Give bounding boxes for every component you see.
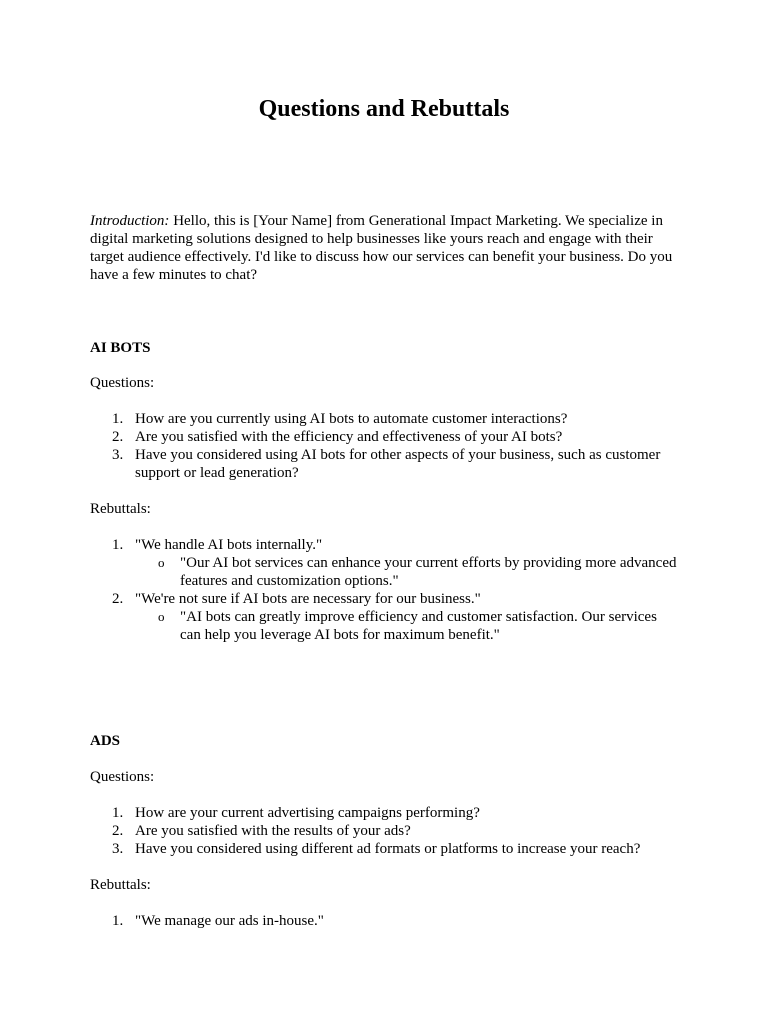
- question-text: How are you currently using AI bots to automate customer interactions?: [135, 411, 568, 427]
- section-heading: AI BOTS: [90, 340, 151, 356]
- rebuttals-label: Rebuttals:: [90, 501, 151, 517]
- list-item: [90, 804, 680, 822]
- rebuttals-list: [90, 912, 680, 930]
- introduction-paragraph: [90, 212, 680, 284]
- response-text: "Our AI bot services can enhance your current efforts by providing more advanced features and customization options.": [180, 555, 677, 589]
- section-heading: ADS: [90, 733, 121, 749]
- rebuttals-label: Rebuttals:: [90, 877, 151, 893]
- list-item: [90, 410, 680, 428]
- questions-list-block: [90, 804, 680, 858]
- objection-text: "We manage our ads in-house.": [135, 913, 324, 929]
- questions-list: [90, 804, 680, 858]
- questions-list-block: [90, 410, 680, 482]
- list-item: [135, 554, 680, 590]
- list-item: [90, 912, 680, 930]
- list-item: [90, 446, 680, 482]
- objection-text: "We're not sure if AI bots are necessary for our business.": [135, 591, 481, 607]
- question-text: How are your current advertising campaigns performing?: [135, 805, 480, 821]
- section-ai-bots: [90, 339, 680, 357]
- response-list: [135, 608, 680, 644]
- list-number: 1.: [112, 805, 124, 821]
- list-number: 3.: [112, 841, 124, 857]
- bullet-marker: o: [158, 609, 165, 624]
- list-item: [90, 536, 680, 590]
- rebuttals-label-block: [90, 876, 680, 894]
- list-number: 2.: [112, 823, 124, 839]
- list-number: 3.: [112, 447, 124, 463]
- introduction-text: Hello, this is [Your Name] from Generational Impact Marketing. We specialize in digital marketing solutions designed to help businesses like yours reach and engage with their target audience effectively. I'd like to discuss how our services can benefit your business. Do you have a few minutes to chat?: [90, 213, 673, 283]
- list-item: [135, 608, 680, 644]
- rebuttals-label-block: [90, 500, 680, 518]
- response-list: [135, 554, 680, 590]
- list-item: [90, 822, 680, 840]
- questions-label-block: [90, 374, 680, 392]
- questions-label: Questions:: [90, 769, 155, 785]
- list-number: 1.: [112, 913, 124, 929]
- objection-text: "We handle AI bots internally.": [135, 537, 323, 553]
- question-text: Have you considered using different ad formats or platforms to increase your reach?: [135, 841, 641, 857]
- question-text: Are you satisfied with the efficiency and effectiveness of your AI bots?: [135, 429, 563, 445]
- response-text: "AI bots can greatly improve efficiency and customer satisfaction. Our services can help you leverage AI bots for maximum benefit.": [180, 609, 657, 643]
- questions-list: [90, 410, 680, 482]
- list-item: [90, 840, 680, 858]
- question-text: Are you satisfied with the results of your ads?: [135, 823, 411, 839]
- introduction-label: Introduction:: [90, 213, 170, 229]
- question-text: Have you considered using AI bots for other aspects of your business, such as customer support or lead generation?: [135, 447, 661, 481]
- document-title: Questions and Rebuttals: [258, 96, 510, 122]
- section-ads: [90, 732, 680, 750]
- list-number: 2.: [112, 429, 124, 445]
- bullet-marker: o: [158, 555, 165, 570]
- list-item: [90, 428, 680, 446]
- list-number: 2.: [112, 591, 124, 607]
- rebuttals-list: [90, 536, 680, 644]
- list-number: 1.: [112, 537, 124, 553]
- questions-label: Questions:: [90, 375, 155, 391]
- questions-label-block: [90, 768, 680, 786]
- rebuttals-list-block: [90, 536, 680, 644]
- rebuttals-list-block: [90, 912, 680, 930]
- list-item: [90, 590, 680, 644]
- list-number: 1.: [112, 411, 124, 427]
